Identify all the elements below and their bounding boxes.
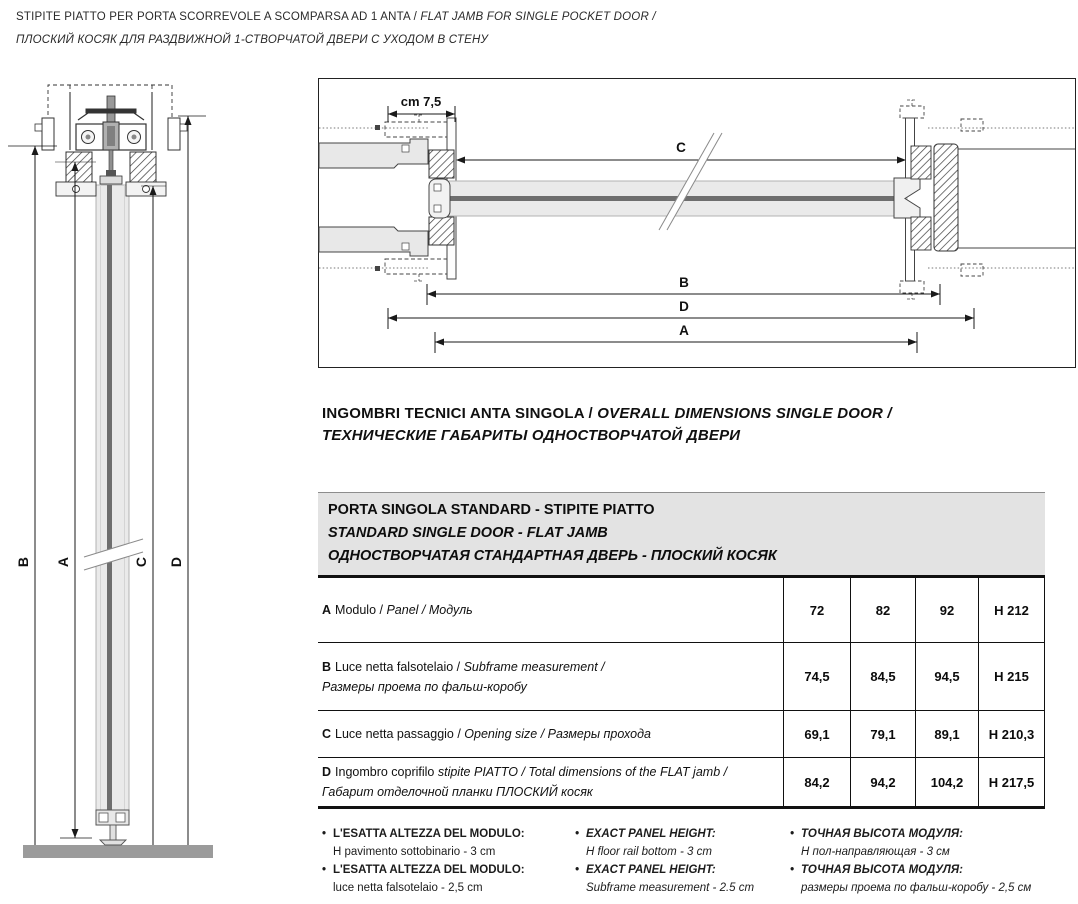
note-text: luce netta falsotelaio - 2,5 cm [333, 881, 483, 894]
note-title-text: L'ESATTA ALTEZZA DEL MODULO: [333, 864, 525, 876]
table-row-a [318, 578, 1045, 643]
table-row-b [318, 643, 1045, 711]
section-title-it: INGOMBRI TECNICI ANTA SINGOLA / [322, 405, 598, 422]
row-desc-en: Panel / Модуль [386, 603, 473, 617]
dim-label-c-plan: C [676, 140, 686, 155]
note-title [575, 862, 785, 880]
note-text: H floor rail bottom - 3 cm [586, 845, 712, 858]
header-title-it: STIPITE PIATTO PER PORTA SCORREVOLE A SCOMPARSA AD 1 ANTA / [16, 11, 421, 23]
dim-label-d-section: D [168, 556, 184, 568]
value-cell: 72 [783, 578, 850, 642]
bullet-icon: • [790, 864, 795, 876]
page-header [16, 6, 656, 52]
note-text: Subframe measurement - 2.5 cm [586, 881, 755, 894]
dim-label-d-plan: D [679, 299, 689, 314]
note-title [575, 826, 785, 844]
note-title [790, 826, 1078, 844]
value-cell: 94,2 [850, 758, 915, 806]
spec-header [318, 492, 1045, 578]
dim-label-a-plan: A [679, 323, 689, 338]
door-panel-plan [429, 179, 907, 218]
row-desc-en: Opening size / Размеры прохода [464, 727, 651, 741]
row-desc-ru: Размеры проема по фальш-коробу [322, 679, 527, 694]
spec-header-line-2: STANDARD SINGLE DOOR - FLAT JAMB [328, 525, 608, 541]
note-title-text: EXACT PANEL HEIGHT: [586, 828, 716, 840]
floor-guide [96, 810, 129, 845]
door-panel-section [96, 185, 129, 825]
row-b-description [318, 643, 783, 710]
value-cell: 82 [850, 578, 915, 642]
bullet-icon: • [322, 864, 327, 876]
row-c-description [318, 711, 783, 757]
row-key: C [322, 727, 332, 741]
note-title-text: ТОЧНАЯ ВЫСОТА МОДУЛЯ: [801, 828, 964, 840]
note-text: H pavimento sottobinario - 3 cm [333, 845, 496, 858]
note-title-text: EXACT PANEL HEIGHT: [586, 864, 716, 876]
value-cell: H 210,3 [978, 711, 1045, 757]
value-cell: 84,2 [783, 758, 850, 806]
header-line-2: ПЛОСКИЙ КОСЯК ДЛЯ РАЗДВИЖНОЙ 1-СТВОРЧАТОЙ ДВЕРИ С УХОДОМ В СТЕНУ [16, 34, 489, 46]
pocket-depth-label: cm 7,5 [400, 94, 442, 109]
row-desc-ru: Габарит отделочной планки ПЛОСКИЙ косяк [322, 785, 593, 799]
bullet-icon: • [575, 828, 580, 840]
note-title [322, 826, 570, 844]
value-cell: 79,1 [850, 711, 915, 757]
value-cell: 69,1 [783, 711, 850, 757]
table-row-d [318, 758, 1045, 806]
row-d-description [318, 758, 783, 806]
value-cell: H 212 [978, 578, 1045, 642]
row-key: D [322, 765, 332, 779]
value-cell: H 215 [978, 643, 1045, 710]
value-cell: 84,5 [850, 643, 915, 710]
section-title-line-2: ТЕХНИЧЕСКИЕ ГАБАРИТЫ ОДНОСТВОРЧАТОЙ ДВЕРИ [322, 427, 741, 444]
dim-label-b-section: B [15, 556, 31, 568]
plan-view-drawing [318, 78, 1076, 368]
note-title [790, 862, 1078, 880]
note-title-text: ТОЧНАЯ ВЫСОТА МОДУЛЯ: [801, 864, 964, 876]
notes-english [575, 826, 785, 898]
track-assembly [35, 85, 187, 196]
section-title-line-1 [322, 403, 892, 425]
spec-table [318, 578, 1045, 809]
bullet-icon: • [790, 828, 795, 840]
row-key: B [322, 659, 332, 674]
row-key: A [322, 603, 332, 617]
section-title-en: OVERALL DIMENSIONS SINGLE DOOR / [597, 405, 892, 422]
spec-header-line-3: ОДНОСТВОРЧАТАЯ СТАНДАРТНАЯ ДВЕРЬ - ПЛОСКИЙ КОСЯК [328, 548, 777, 564]
row-desc-it: Ingombro coprifilo [335, 765, 438, 779]
header-title-en: FLAT JAMB FOR SINGLE POCKET DOOR / [420, 11, 656, 23]
bullet-icon: • [322, 828, 327, 840]
floor [23, 845, 213, 858]
bullet-icon: • [575, 864, 580, 876]
value-cell: 94,5 [915, 643, 978, 710]
value-cell: H 217,5 [978, 758, 1045, 806]
row-desc-en: stipite PIATTO / Total dimensions of the FLAT jamb / [437, 765, 728, 779]
note-text: Н пол-направляющая - 3 см [801, 845, 950, 858]
note-title-text: L'ESATTA ALTEZZA DEL MODULO: [333, 828, 525, 840]
value-cell: 104,2 [915, 758, 978, 806]
row-desc-it: Modulo / [335, 603, 387, 617]
dim-label-b-plan: B [679, 275, 689, 290]
value-cell: 92 [915, 578, 978, 642]
row-desc-en: Subframe measurement / [463, 659, 605, 674]
row-desc-it: Luce netta passaggio / [335, 727, 465, 741]
header-line-1 [16, 6, 656, 29]
notes-russian [790, 826, 1078, 898]
value-cell: 74,5 [783, 643, 850, 710]
row-desc-it: Luce netta falsotelaio / [335, 659, 464, 674]
dim-label-a-section: A [55, 556, 71, 568]
spec-header-line-1: PORTA SINGOLA STANDARD - STIPITE PIATTO [328, 502, 655, 518]
section-view-drawing [0, 78, 230, 870]
note-title [322, 862, 570, 880]
value-cell: 89,1 [915, 711, 978, 757]
row-a-description [318, 578, 783, 642]
table-row-c [318, 711, 1045, 758]
section-title [322, 403, 892, 447]
notes-italian [322, 826, 570, 898]
note-text: размеры проема по фальш-коробу - 2,5 см [801, 881, 1032, 894]
dim-label-c-section: C [133, 556, 149, 568]
